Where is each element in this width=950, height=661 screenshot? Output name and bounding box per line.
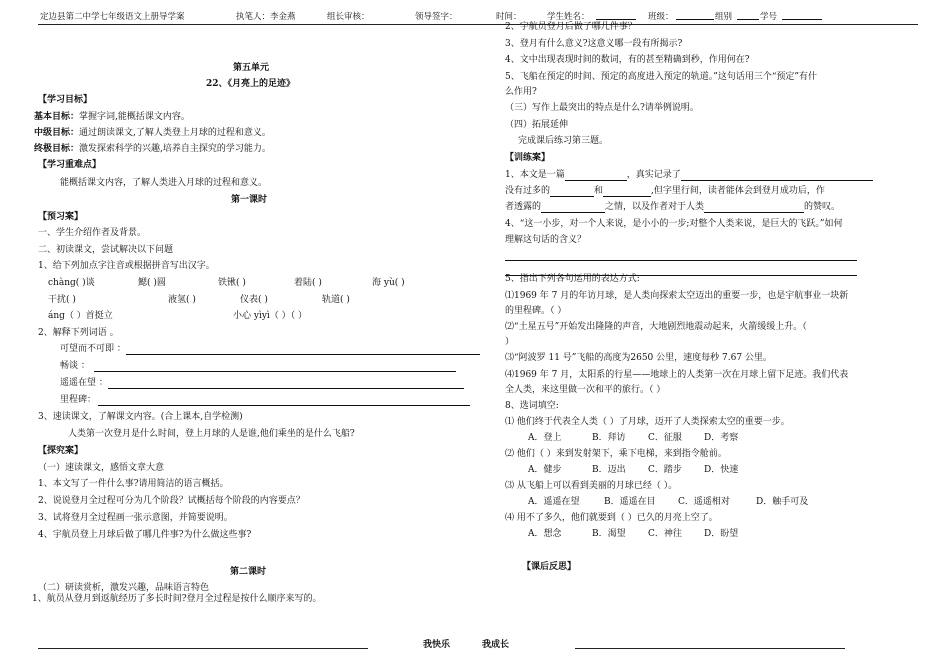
preview-heading: 【预习案】	[38, 212, 84, 222]
blank[interactable]	[704, 203, 804, 213]
word-label: 可望而不可即 ：	[60, 344, 126, 354]
lesson-title: 22、《月亮上的足迹》	[206, 79, 296, 89]
option[interactable]: A．登上	[528, 433, 562, 443]
key-text: 能概括课文内容，了解人类进入月球的过程和意义。	[60, 178, 268, 188]
sentence[interactable]: ）	[505, 337, 515, 347]
pinyin-item[interactable]: chàng( )谈	[48, 278, 95, 288]
blank[interactable]	[681, 171, 873, 181]
footer-motto-right: 我成长	[482, 640, 510, 650]
page-header	[0, 0, 950, 22]
option[interactable]: A．健步	[528, 465, 562, 475]
option[interactable]: C．遥遥相对	[678, 497, 730, 507]
footer-rule-left	[38, 648, 368, 649]
preview-item: 1、给下列加点字注音或根据拼音写出汉字。	[38, 261, 215, 271]
answer-line[interactable]	[505, 260, 857, 261]
question: 3、登月有什么意义?这意义哪一段有所揭示?	[505, 39, 683, 49]
pinyin-item[interactable]: 铁锹( )	[218, 278, 246, 288]
pinyin-item[interactable]: 轨道( )	[322, 295, 350, 305]
unit-title: 第五单元	[233, 63, 270, 73]
pinyin-item[interactable]: 着陆( )	[294, 278, 322, 288]
blank[interactable]	[603, 187, 651, 197]
group-blank[interactable]	[737, 10, 759, 20]
pinyin-item[interactable]: 鳃( )圆	[138, 278, 166, 288]
answer-line[interactable]	[108, 388, 464, 389]
preview-item: 二、初读课文，尝试解决以下问题	[38, 245, 174, 255]
blank[interactable]	[565, 171, 627, 181]
blank[interactable]	[541, 203, 605, 213]
option[interactable]: D．盼望	[704, 529, 739, 539]
goals-heading: 【学习目标】	[38, 95, 93, 105]
sentence: ⑶“阿波罗 11 号”飞船的高度为2650 公里，速度每秒 7.67 公里。	[505, 353, 772, 363]
blank[interactable]	[550, 187, 594, 197]
author: 执笔人：李金燕	[236, 12, 296, 22]
choice-question: ⑶ 从飞船上可以看到美丽的月球已经（ ）。	[505, 481, 678, 491]
word-label: 里程碑：	[60, 395, 97, 405]
answer-line[interactable]	[94, 371, 456, 372]
option[interactable]: D．考察	[704, 433, 739, 443]
sentence[interactable]: 全人类，来这里做一次和平的旅行。（ ）	[505, 385, 666, 395]
question: 完成课后练习第三题。	[518, 136, 609, 146]
student-name-label: 学生姓名：	[547, 12, 590, 22]
group-review: 组长审核：	[327, 12, 370, 22]
option[interactable]: D．触手可及	[756, 497, 809, 507]
key-heading: 【学习重难点】	[38, 160, 102, 170]
preview-item: 3、速读课文，了解课文内容。(合上课本,自学检测)	[38, 412, 243, 422]
question: （三）写作上最突出的特点是什么?请举例说明。	[505, 103, 699, 113]
sentence: ⑷1969 年 7 月，太阳系的行星——地球上的人类第一次在月球上留下足迹。我们代表	[505, 370, 849, 380]
goal-final: 终极目标：激发探索科学的兴趣,培养自主探究的学习能力。	[34, 144, 271, 154]
header-rule	[38, 24, 918, 25]
goal-basic: 基本目标：掌握字词,能概括课文内容。	[34, 112, 190, 122]
footer-motto-left: 我快乐	[423, 640, 451, 650]
explore-item: 2、说说登月全过程可分为几个阶段？试概括每个阶段的内容要点？	[38, 496, 305, 506]
question: 4、“这一小步，对一个人来说，是小小的一步;对整个人类来说，是巨大的飞跃。”如何	[505, 219, 843, 229]
question: 5、飞船在预定的时间、预定的高度进入预定的轨道。”这句话用三个“预定”有什	[505, 72, 818, 82]
leader-sign: 领导签字：	[415, 12, 458, 22]
fill-in: 者透露的 之情，以及作者对于人类 的赞叹。	[505, 202, 841, 212]
explore-item: 1、本文写了一件什么事?请用简洁的语言概括。	[38, 479, 229, 489]
number-blank[interactable]	[782, 10, 822, 20]
class-label: 班级：	[648, 12, 674, 22]
choice-question: ⑷ 用不了多久，他们就要到（ ）已久的月亮上空了。	[505, 513, 718, 523]
explore-item: （一）速读课文，感悟文章大意	[38, 463, 165, 473]
question: 8、选词填空:	[505, 401, 559, 411]
explore-item: 3、试将登月全过程画一张示意图，并简要说明。	[38, 513, 233, 523]
footer-rule-right	[575, 648, 845, 649]
choice-question: ⑴ 他们终于代表全人类（ ）了月球，迈开了人类探索太空的重要一步。	[505, 417, 790, 427]
lesson-one-title: 第一课时	[231, 195, 268, 205]
explore-heading: 【探究案】	[38, 446, 84, 456]
preview-item: 2、解释下列词语 。	[38, 328, 119, 338]
fill-in: 没有过多的 和 ,但字里行间，读者能体会到登月成功后，作	[505, 186, 825, 196]
question: 4、文中出现表现时间的数词，有的甚至精确到秒，作用何在?	[505, 55, 750, 65]
answer-line[interactable]	[98, 405, 470, 406]
question: 2、宇航员登月后做了哪几件事？	[505, 22, 637, 32]
question: 理解这句话的含义？	[505, 235, 587, 245]
pinyin-item[interactable]: áng（ ）首挺立	[48, 311, 113, 321]
pinyin-item[interactable]: 小心 yìyì（ ）（ ）	[233, 311, 308, 321]
explore-item: 4、宇航员登上月球后做了哪几件事?为什么做这些事?	[38, 530, 252, 540]
class-blank[interactable]	[676, 10, 714, 20]
reflection-heading: 【课后反思】	[522, 562, 577, 572]
sentence: ⑴1969 年 7 月的年访月球，是人类向探索太空迈出的重要一步，也是宇航事业一块新	[505, 291, 849, 301]
pinyin-item[interactable]: 海 yù( )	[372, 278, 405, 288]
option[interactable]: C．征服	[648, 433, 682, 443]
question: 么作用?	[505, 87, 537, 97]
word-label: 遥遥在望 ：	[60, 378, 108, 388]
sentence[interactable]: 的里程碑。（ ）	[505, 306, 567, 316]
lesson-two-title: 第二课时	[230, 567, 267, 577]
fill-in: 1、本文是一篇 ，真实记录了	[505, 170, 873, 181]
pinyin-item[interactable]: 仪表( )	[240, 295, 268, 305]
option[interactable]: B．遥遥在目	[604, 497, 656, 507]
pinyin-item[interactable]: 液氢( )	[168, 295, 196, 305]
training-heading: 【训练案】	[505, 153, 551, 163]
sentence: ⑵“土星五号”开始发出隆隆的声音，大地剧烈地震动起来，火箭缓缓上升。（	[505, 322, 807, 332]
option[interactable]: D．快速	[704, 465, 739, 475]
group-label: 组别	[715, 12, 733, 22]
answer-line[interactable]	[126, 354, 480, 355]
option[interactable]: B．渴望	[592, 529, 626, 539]
option[interactable]: B．迈出	[592, 465, 626, 475]
question: 5、指出下列各句运用的表达方式:	[505, 274, 640, 284]
school-title: 定边县第二中学七年级语文上册导学案	[40, 12, 185, 22]
choice-question: ⑵ 他们（ ）来到发射架下，乘下电梯，来到指令舱前。	[505, 449, 727, 459]
time-label: 时间：	[496, 12, 522, 22]
explore-item: 1、航员从登月到返航经历了多长时间?登月全过程是按什么顺序来写的。	[32, 594, 322, 604]
option[interactable]: B．拜访	[592, 433, 626, 443]
goal-middle: 中级目标：通过朗读课文,了解人类登上月球的过程和意义。	[34, 128, 271, 138]
option[interactable]: C．踏步	[648, 465, 682, 475]
option[interactable]: A．遥遥在望	[528, 497, 580, 507]
option[interactable]: A．想念	[528, 529, 562, 539]
word-label: 畅谈 ：	[60, 361, 90, 371]
question: （四）拓展延伸	[505, 120, 569, 130]
explore-item: （二）研读赏析，激发兴趣，品味语言特色	[38, 583, 210, 593]
preview-item: 一、学生介绍作者及背景。	[38, 228, 147, 238]
number-label: 学号	[760, 12, 778, 22]
student-name-blank[interactable]	[596, 10, 636, 20]
pinyin-item[interactable]: 干扰( )	[48, 295, 76, 305]
preview-question: 人类第一次登月是什么时间，登上月球的人是谁,他们乘坐的是什么飞船?	[68, 429, 355, 439]
option[interactable]: C．神往	[648, 529, 682, 539]
